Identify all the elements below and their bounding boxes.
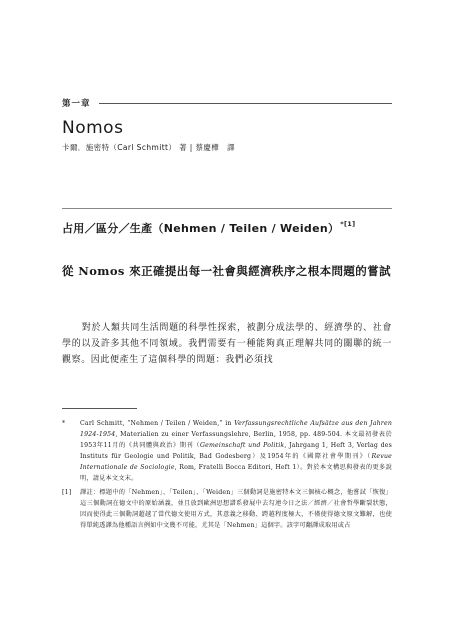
footnote-divider: [62, 408, 137, 409]
footnote-text: , Materialien zu einer Verfassungslehre, Berlin, 1958, pp. 489-504. 本文最初發表於1953年11月的《共同體與政治》期刊（: [80, 431, 392, 449]
footnote-text: 譯註：標題中的「Nehmen」、「Teilen」、「Weiden」三個動詞是施密特本文三個核心概念，他嘗試「恢復」這三個動詞在德文中的原始涵義，並且放到歐洲思想譜系發展中去勾連今日之法／經濟／社會哲學斷裂狀態，因而使得此三個動詞超越了當代德文使用方式，其意義之移動、跨越程度極大，不僅使得德文原文難解，也使得單純透譯為他種語言例如中文幾不可能，尤其是「Nehmen」這個字。該字可翻譯成取用或占: [80, 489, 392, 529]
sub-heading: 從 Nomos 來正確提出每一社會與經濟秩序之根本問題的嘗試: [62, 264, 391, 278]
footnotes: [62, 418, 392, 534]
body-paragraph: 對於人類共同生活問題的科學性探索，被劃分成法學的、經濟學的、社會學的以及許多其他不同領域。我們需要有一種能夠真正理解共同的關聯的統一觀察。因此便產生了這個科學的問題：我們必須找: [62, 323, 392, 365]
footnote-translator: [62, 487, 392, 531]
footnote-book-title: Verfassungsrechtliche Aufsätze aus den Jahren 1924-1954: [80, 420, 392, 438]
footnote-reference[interactable]: *[1]: [340, 220, 356, 228]
footnote-marker: *: [62, 420, 66, 427]
footnote-marker: [1]: [62, 489, 72, 496]
footnote-text: , Jahrgang 1, Heft 3, Verlag des Instituts für Geologie und Politik, Bad Godesberg）及1954年的《國際社會學期刊》（: [80, 442, 392, 460]
chapter-header: [62, 96, 392, 110]
section-title-text: 占用／區分／生產（Nehmen / Teilen / Weiden）: [62, 222, 340, 235]
section-title: [62, 220, 355, 236]
chapter-title: Nomos: [62, 118, 124, 138]
footnote-journal-title: Revue Internationale de Sociologie: [80, 453, 392, 471]
body-text: [62, 320, 392, 368]
footnote-text: Carl Schmitt, “Nehmen / Teilen / Weiden,” in: [80, 420, 235, 427]
chapter-divider: [99, 103, 392, 104]
footnote-text: , Rom, Fratelli Bocca Editori, Heft 1）。對於本文構思與發表的更多說明，請見本文文末。: [80, 464, 392, 482]
footnote-journal-title: Gemeinschaft und Politik: [199, 442, 285, 449]
author-line: 卡爾．施密特（Carl Schmitt） 著 | 蔡慶樺 譯: [62, 143, 235, 152]
section-divider: [62, 208, 392, 209]
chapter-label: 第一章: [62, 99, 91, 109]
footnote-source: [62, 418, 392, 484]
